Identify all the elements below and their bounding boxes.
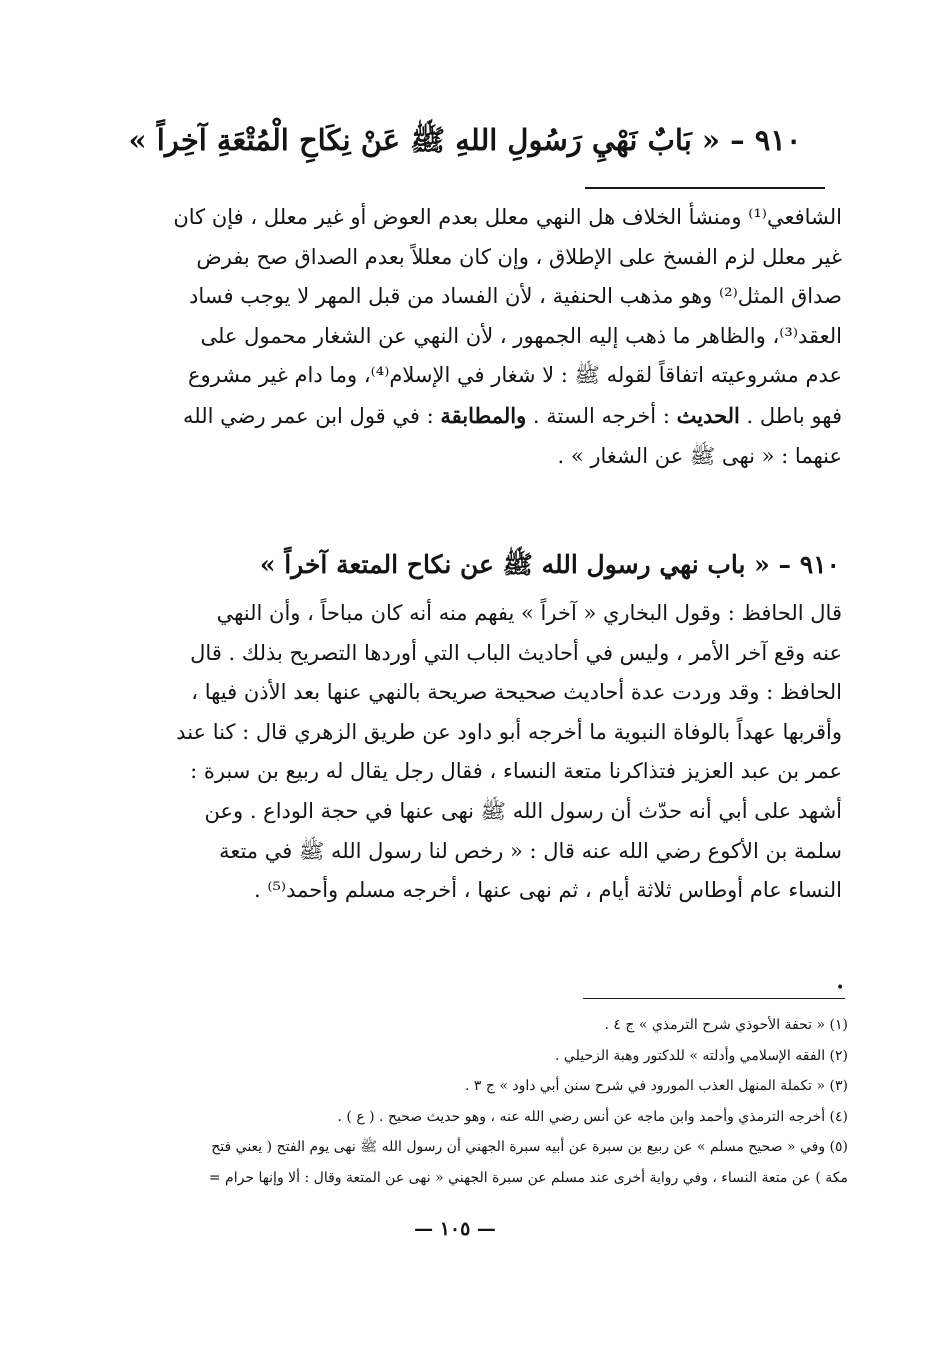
- footnote: (٢) الفقه الإسلامي وأدلته » للدكتور وهبة الزحيلي .: [555, 1047, 848, 1064]
- text-segment: : أخرجه الستة .: [526, 403, 677, 428]
- text-line: وأقربها عهداً بالوفاة النبوية ما أخرجه أبو داود عن طريق الزهري قال : كنا عند: [176, 719, 842, 744]
- footnote: (٥) وفي « صحيح مسلم » عن ربيع بن سبرة عن أبيه سبرة الجهني أن رسول الله ﷺ نهى يوم الفتح ( يعني فتح: [211, 1139, 848, 1155]
- text-line: الشافعي⁽¹⁾ ومنشأ الخلاف هل النهي معلل بعدم العوض أو غير معلل ، فإن كان: [173, 205, 842, 229]
- text-line: عنهما : « نهى ﷺ عن الشغار » .: [557, 443, 842, 468]
- footnote-divider: [583, 998, 845, 999]
- text-line: عدم مشروعيته اتفاقاً لقوله ﷺ : لا شغار في الإسلام⁽⁴⁾، وما دام غير مشروع: [188, 363, 842, 388]
- commentary-paragraph-1: [98, 198, 842, 476]
- text-line: سلمة بن الأكوع رضي الله عنه قال : « رخص لنا رسول الله ﷺ في متعة: [219, 838, 842, 863]
- footnote: (٤) أخرجه الترمذي وأحمد وابن ماجه عن أنس رضي الله عنه ، وهو حديث صحيح . ( ع ) .: [337, 1108, 848, 1125]
- section-heading: ٩١٠ – « باب نهي رسول الله ﷺ عن نكاح المتعة آخراً »: [259, 550, 840, 579]
- commentary-paragraph-2: [98, 594, 842, 911]
- text-line: العقد⁽³⁾، والظاهر ما ذهب إليه الجمهور ، لأن النهي عن الشغار محمول على: [200, 323, 842, 348]
- footnotes: [98, 1010, 848, 1193]
- chapter-title: ٩١٠ – « بَابٌ نَهْيِ رَسُولِ اللهِ ﷺ عَنْ نِكَاحِ الْمُتْعَةِ آخِراً »: [128, 123, 802, 157]
- page-number: — ١٠٥ —: [414, 1218, 496, 1240]
- text-line: [98, 396, 842, 437]
- text-line: غير معلل لزم الفسخ على الإطلاق ، وإن كان معللاً بعدم الصداق صح بفرض: [196, 244, 842, 269]
- text-segment: : في قول ابن عمر رضي الله: [183, 403, 441, 428]
- text-line: النساء عام أوطاس ثلاثة أيام ، ثم نهى عنها ، أخرجه مسلم وأحمد⁽⁵⁾ .: [253, 878, 842, 903]
- footnote: (٣) « تكملة المنهل العذب المورود في شرح سنن أبي داود » ج ٣ .: [464, 1078, 848, 1094]
- text-line: الحافظ : وقد وردت عدة أحاديث صحيحة صريحة بالنهي عنها بعد الأذن فيها ،: [191, 680, 842, 705]
- mutabaqa-label: والمطابقة: [440, 402, 527, 428]
- text-line: عنه وقع آخر الأمر ، وليس في أحاديث الباب التي أوردها التصريح بذلك . قال: [190, 640, 842, 665]
- ink-speck: •: [836, 980, 845, 996]
- hadith-label: الحديث: [676, 402, 740, 428]
- text-line: عمر بن عبد العزيز فتذاكرنا متعة النساء ، فقال رجل يقال له ربيع بن سبرة :: [190, 759, 842, 784]
- text-line: قال الحافظ : وقول البخاري « آخراً » يفهم منه أنه كان مباحاً ، وأن النهي: [216, 601, 842, 625]
- title-divider: [585, 187, 825, 189]
- footnote: (١) « تحفة الأحوذي شرح الترمذي » ج ٤ .: [604, 1017, 848, 1033]
- text-line: صداق المثل⁽²⁾ وهو مذهب الحنفية ، لأن الفساد من قبل المهر لا يوجب فساد: [189, 284, 842, 309]
- text-line: أشهد على أبي أنه حدّث أن رسول الله ﷺ نهى عنها في حجة الوداع . وعن: [204, 798, 842, 823]
- text-segment: فهو باطل .: [739, 403, 842, 428]
- footnote: مكة ) عن متعة النساء ، وفي رواية أخرى عند مسلم عن سبرة الجهني « نهى عن المتعة وقال : ألا وإنها حرام =: [208, 1169, 848, 1186]
